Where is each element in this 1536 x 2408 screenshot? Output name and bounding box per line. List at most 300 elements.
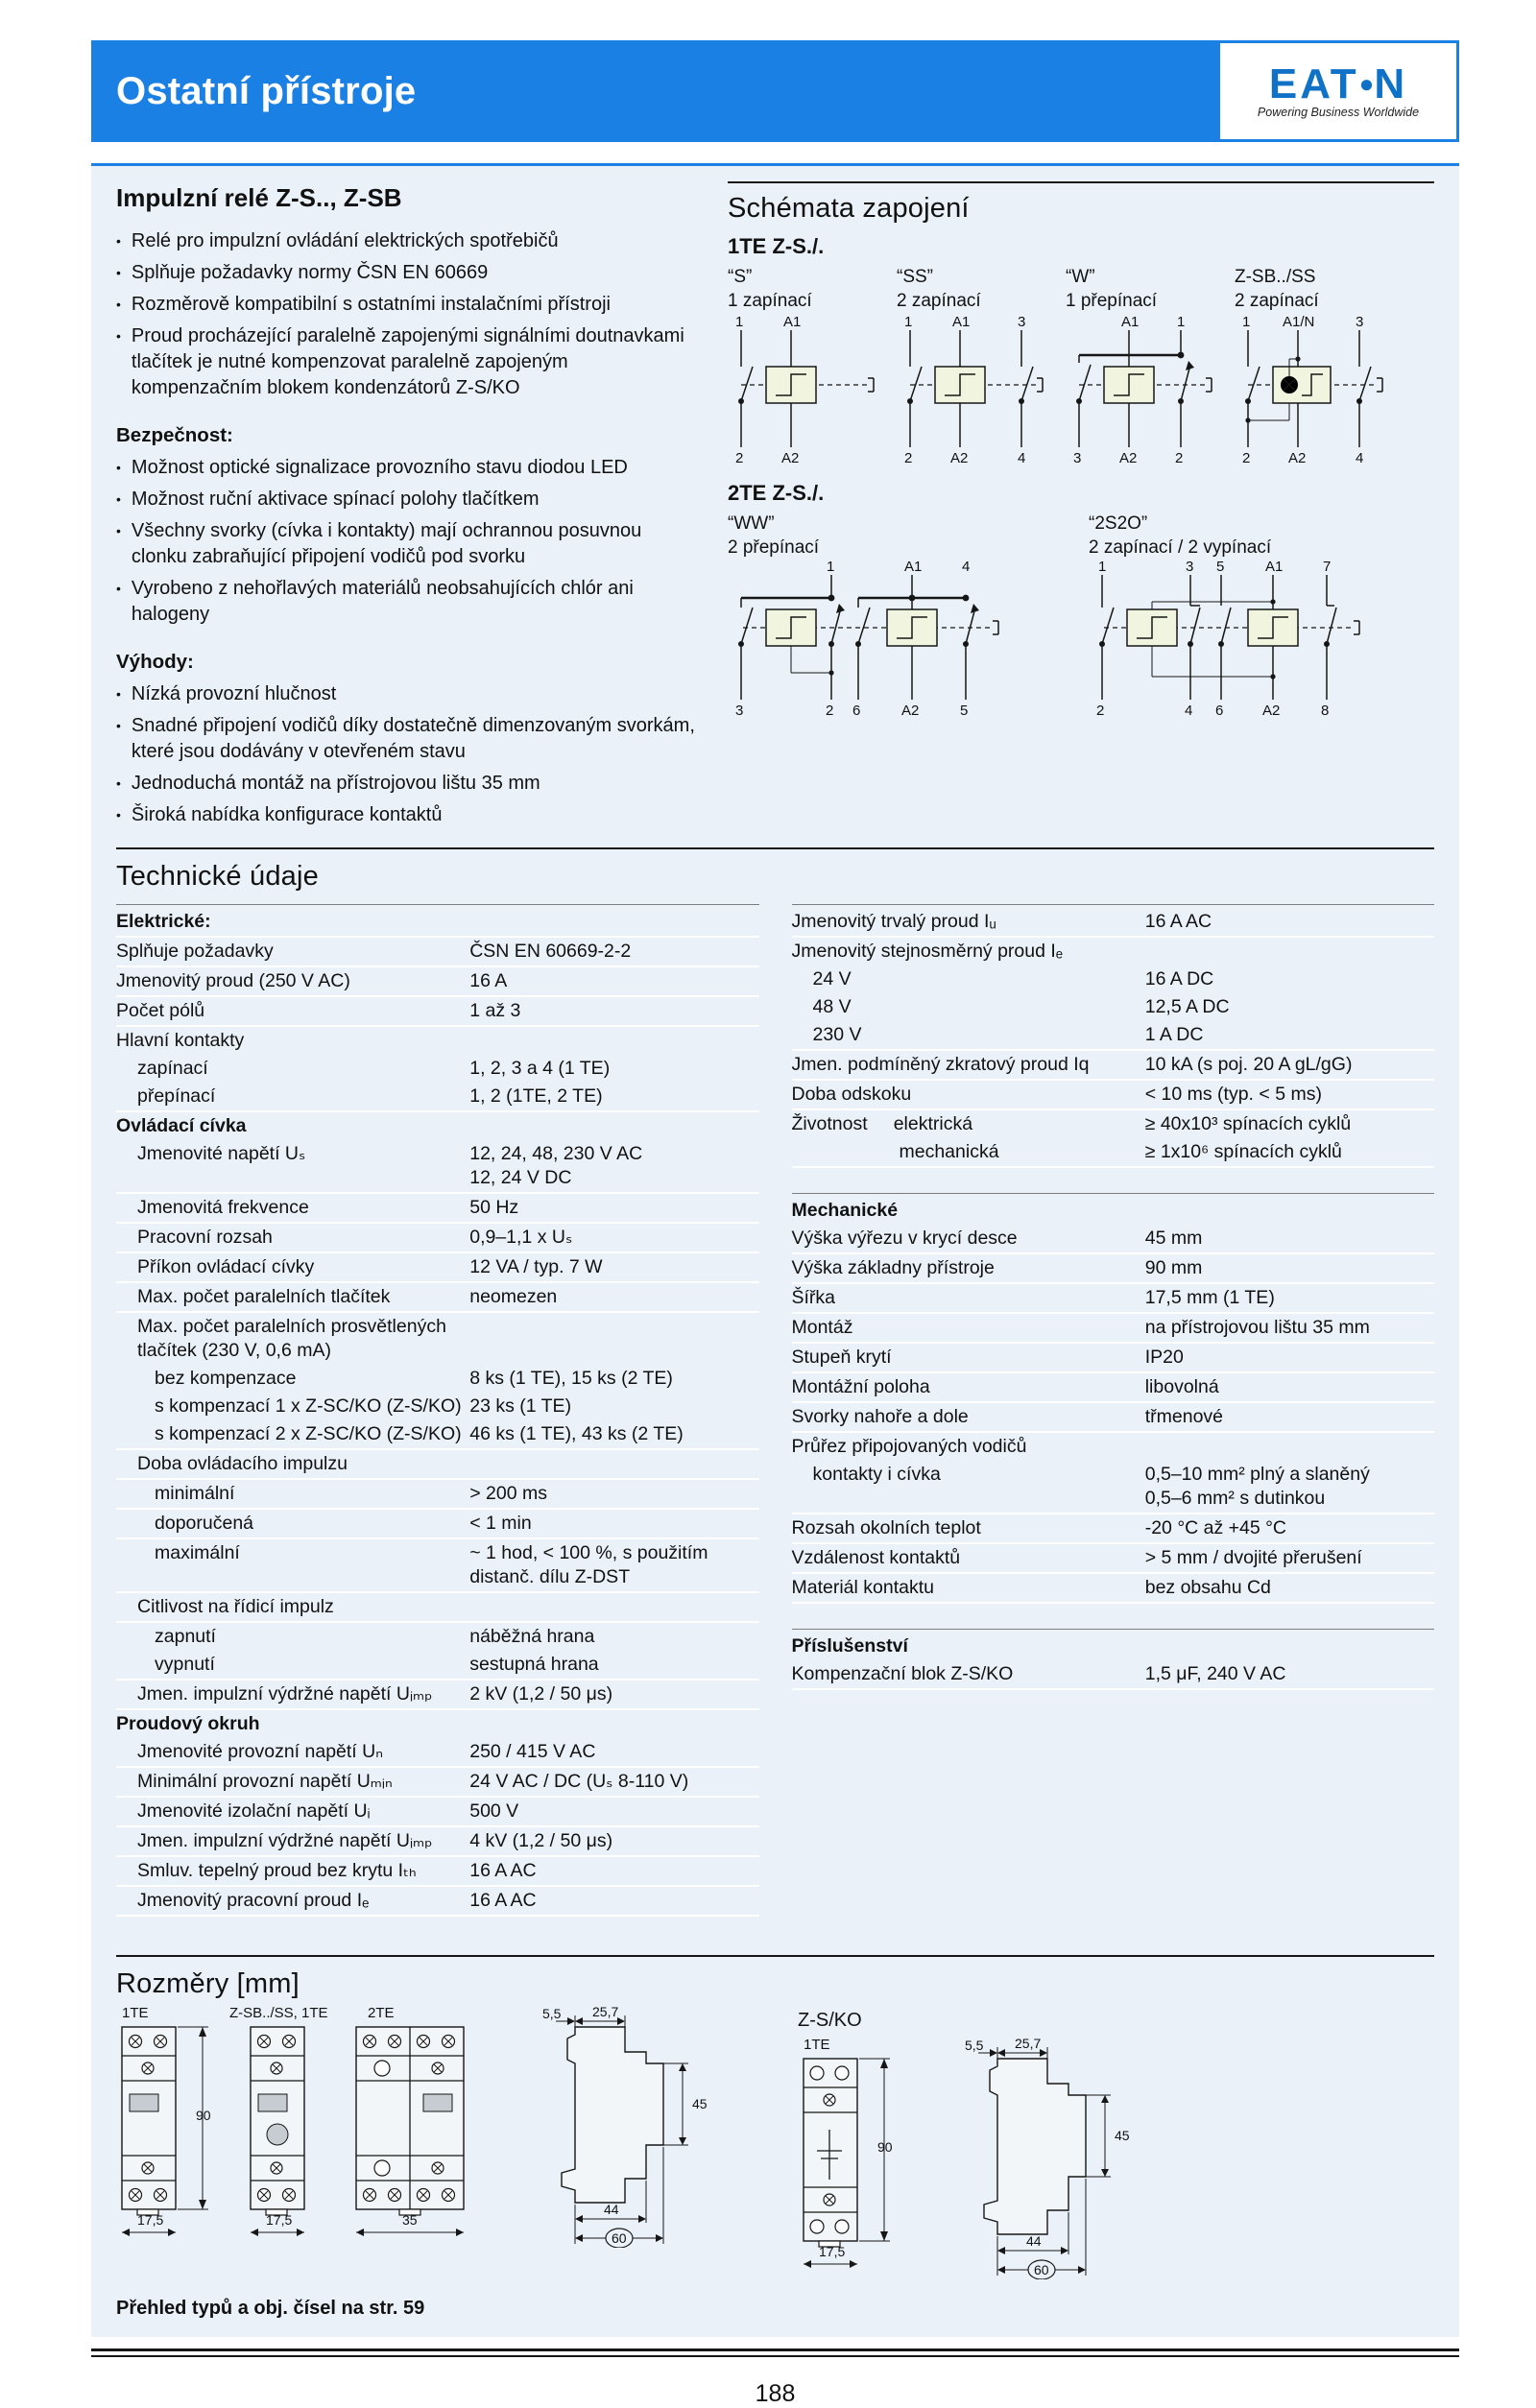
svg-text:2: 2 [735,450,744,466]
variant-label-1te: 1TE [122,2006,149,2021]
row-value: na přístrojovou lištu 35 mm [1144,1317,1370,1338]
table-row [116,1365,759,1393]
table-row [792,1081,1435,1110]
table-row [116,1738,759,1768]
row-label: Ovládací cívka [116,1115,247,1136]
zsko-group [798,2006,1163,2284]
zsko-front-drawing [798,2038,923,2279]
schematic-w [1066,265,1219,471]
row-label: Jmenovitá frekvence [137,1197,309,1218]
row-value: 12 VA / typ. 7 W [469,1256,603,1277]
bullet-icon: • [116,233,121,249]
dim-60: 60 [612,2230,627,2246]
table-row [116,1083,759,1112]
row-label: s kompenzací 1 x Z-SC/KO (Z-S/KO) [155,1395,462,1417]
diagram-type: 2 zapínací / 2 vypínací [1089,537,1272,558]
tech-data-heading: Technické údaje [116,861,319,892]
diagram-type: 1 zapínací [728,291,812,311]
table-row [792,993,1435,1021]
row-value: náběžná hrana [469,1626,595,1647]
bullet-text: Nízká provozní hlučnost [131,683,337,704]
diagram-name: Z-SB../SS [1235,267,1316,287]
bullet-item [116,681,699,707]
dim-25-7: 25,7 [1015,2038,1042,2051]
current-table [792,904,1435,1168]
row-label: Příslušenství [791,1635,908,1657]
diagram-name: “SS” [897,267,933,287]
table-row [792,1225,1435,1254]
benefits-list [116,681,699,828]
table-section-row [116,1710,759,1738]
row-label: Splňuje požadavky [116,941,274,962]
table-row [792,908,1435,938]
bullet-item [116,260,699,286]
bullet-item [116,292,699,318]
product-intro-column [116,181,699,834]
row-value: 4 kV (1,2 / 50 μs) [469,1830,613,1851]
svg-text:7: 7 [1323,560,1332,575]
table-row [792,966,1435,993]
row-label: 48 V [812,996,852,1017]
table-row [116,1027,759,1055]
row-value: 16 A AC [469,1890,537,1911]
row-value: ≥ 1x10⁶ spínacích cyklů [1144,1141,1342,1162]
svg-text:2: 2 [904,450,913,466]
row-label: Životnost elektrická [791,1113,973,1134]
table-row [116,1651,759,1681]
svg-text:A1: A1 [1121,314,1140,330]
row-label: Výška základny přístroje [791,1257,995,1278]
logo-tagline: Powering Business Worldwide [1257,105,1420,119]
row-label: Šířka [791,1287,836,1308]
table-row [792,1254,1435,1284]
row-label: Výška výřezu v krycí desce [791,1228,1018,1249]
schematics-group1-heading: 1TE Z-S./. [728,234,825,258]
diagram-type: 2 přepínací [728,537,820,558]
table-row [116,1623,759,1651]
dim-60: 60 [1034,2262,1049,2277]
row-label: Rozsah okolních teplot [791,1517,981,1538]
row-label: vypnutí [155,1654,215,1675]
row-value: neomezen [469,1286,558,1307]
table-row [116,1055,759,1083]
table-row [792,1373,1435,1403]
dimensions-drawings [116,2006,1434,2284]
bullet-item [116,323,699,401]
svg-text:4: 4 [1018,450,1026,466]
table-row [792,1344,1435,1373]
row-value [1145,1199,1434,1223]
mechanical-table [792,1193,1435,1604]
bullet-item [116,576,699,628]
dim-35: 35 [402,2212,418,2228]
table-row [116,1253,759,1283]
row-value: 1, 2 (1TE, 2 TE) [469,1085,603,1107]
diagram-name: “WW” [728,513,775,534]
table-row [116,1887,759,1917]
svg-text:8: 8 [1321,703,1330,719]
schematics-title: Schémata zapojení [728,193,970,224]
svg-text:3: 3 [735,703,744,719]
row-label: Počet pólů [116,1000,205,1021]
row-label: maximální [155,1542,240,1563]
tech-table-right [792,904,1435,1715]
page-number: 188 [755,2380,796,2407]
dim-90: 90 [196,2108,211,2123]
side-view-right [923,2038,1163,2284]
dimensions-heading: Rozměry [mm] [116,1968,300,1999]
row-value: ~ 1 hod, < 100 %, s použitím distanč. dílu Z-DST [469,1542,708,1587]
bullet-text: Snadné připojení vodičů díky dostatečně dimenzovaným svorkám, které jsou dodávány v otevřeném stavu [131,715,695,762]
row-label: Jmenovité izolační napětí Uᵢ [137,1800,371,1822]
table-row [116,1194,759,1224]
table-row [116,1420,759,1450]
row-value: IP20 [1144,1347,1184,1368]
row-label: Jmen. impulzní výdržné napětí Uᵢₘₚ [137,1683,433,1705]
row-value [1145,1435,1434,1459]
schematics-group2-heading: 2TE Z-S./. [728,481,825,505]
diagram-name: “2S2O” [1089,513,1148,534]
svg-text:A2: A2 [901,703,920,719]
row-label: Jmenovité provozní napětí Uₙ [137,1741,383,1762]
row-label: Jmenovité napětí Uₛ [137,1143,306,1164]
row-value: 0,5–10 mm² plný a slaněný 0,5–6 mm² s dutinkou [1144,1464,1370,1509]
logo-dot-icon: ● [1358,68,1375,98]
row-label: Stupeň krytí [791,1347,892,1368]
row-value: 12,5 A DC [1144,996,1230,1017]
safety-heading: Bezpečnost: [116,424,233,446]
row-label: Jmenovitý trvalý proud Iᵤ [791,911,996,932]
svg-text:A1: A1 [904,560,923,575]
bullet-text: Všechny svorky (cívka i kontakty) mají ochrannou posuvnou clonku zabraňující připojení vodičů pod svorku [131,520,642,567]
table-row [792,1403,1435,1433]
row-value: bez obsahu Cd [1144,1577,1271,1598]
row-value: > 5 mm / dvojité přerušení [1144,1547,1362,1568]
dim-44: 44 [604,2202,619,2217]
svg-text:A2: A2 [1288,450,1307,466]
bullet-text: Vyrobeno z nehořlavých materiálů neobsahujících chlór ani halogeny [131,578,634,625]
dim-45: 45 [692,2096,708,2111]
schematics-column [728,181,1434,834]
svg-text:2: 2 [1242,450,1251,466]
table-row [792,1544,1435,1574]
row-value: < 1 min [469,1513,532,1534]
dim-45: 45 [1115,2128,1130,2143]
row-value: 2 kV (1,2 / 50 μs) [469,1683,613,1705]
dim-5-5: 5,5 [965,2038,984,2053]
bullet-text: Možnost optické signalizace provozního stavu diodou LED [131,457,628,478]
row-label: Příkon ovládací cívky [137,1256,315,1277]
row-label: zapínací [137,1058,208,1079]
svg-text:A1: A1 [1265,560,1284,575]
row-value: 1, 2, 3 a 4 (1 TE) [469,1058,611,1079]
product-title: Impulzní relé Z-S.., Z-SB [116,183,402,212]
schematic-2s2o [1089,512,1381,727]
svg-text:1: 1 [1177,314,1186,330]
row-label: Mechanické [791,1200,899,1221]
svg-text:1: 1 [1242,314,1251,330]
schematic-ss [897,265,1050,471]
table-row [792,1461,1435,1514]
bullet-item [116,518,699,570]
table-row [116,1593,759,1623]
row-label: doporučená [155,1513,254,1534]
row-label: Minimální provozní napětí Uₘᵢₙ [137,1771,393,1792]
bullet-icon: • [116,523,121,538]
table-row [116,1393,759,1420]
row-label: Svorky nahoře a dole [791,1406,969,1427]
bullet-item [116,228,699,254]
diagram-name: “W” [1066,267,1095,287]
table-row [116,1480,759,1510]
bullet-icon: • [116,718,121,733]
page-header [91,40,1459,142]
table-section-row [792,1633,1435,1660]
schematic-2s2o-drawing [1089,560,1377,723]
dim-17-5: 17,5 [137,2212,164,2228]
row-value: 1,5 μF, 240 V AC [1144,1663,1286,1684]
row-label: Max. počet paralelních prosvětlených tlačítek (230 V, 0,6 mA) [137,1316,446,1361]
svg-text:1: 1 [827,560,835,575]
eaton-logo-text: EAT●N [1268,60,1408,107]
accessories-table [792,1629,1435,1690]
table-section-row [792,1197,1435,1225]
bullet-item [116,487,699,513]
bullet-icon: • [116,581,121,596]
row-label: Kompenzační blok Z-S/KO [791,1663,1014,1684]
table-row [116,1768,759,1798]
svg-text:2: 2 [1175,450,1184,466]
bullet-icon: • [116,686,121,702]
table-row [792,1574,1435,1604]
row-label: Smluv. tepelný proud bez krytu Iₜₕ [137,1860,417,1881]
svg-text:3: 3 [1018,314,1026,330]
svg-text:4: 4 [1356,450,1364,466]
dim-90b: 90 [877,2139,893,2155]
row-value [469,1452,758,1476]
row-label: Materiál kontaktu [791,1577,934,1598]
diagram-type: 1 přepínací [1066,291,1158,311]
table-row [116,1224,759,1253]
svg-text:4: 4 [962,560,971,575]
section-divider [116,1955,1434,1957]
schematic-w-drawing [1066,313,1219,466]
svg-text:3: 3 [1073,450,1082,466]
row-value: sestupná hrana [469,1654,599,1675]
row-value [469,1029,758,1053]
row-label: Proudový okruh [116,1713,260,1734]
row-value: 0,9–1,1 x Uₛ [469,1227,573,1248]
svg-text:5: 5 [960,703,969,719]
row-value [469,910,758,934]
diagram-name: “S” [728,267,753,287]
svg-text:1: 1 [735,314,744,330]
table-row [792,938,1435,966]
row-value: 50 Hz [469,1197,519,1218]
table-row [116,1450,759,1480]
row-value: 23 ks (1 TE) [469,1395,572,1417]
row-label: Max. počet paralelních tlačítek [137,1286,391,1307]
footer-note: Přehled typů a obj. čísel na str. 59 [116,2298,425,2319]
table-row [116,1539,759,1593]
table-row [116,967,759,997]
table-row [116,1681,759,1710]
bullet-text: Rozměrově kompatibilní s ostatními instalačními přístroji [131,294,611,315]
bullet-icon: • [116,775,121,791]
table-row [116,1140,759,1194]
row-label: Jmen. impulzní výdržné napětí Uᵢₘₚ [137,1830,433,1851]
row-label: Průřez připojovaných vodičů [791,1436,1027,1457]
row-value: 17,5 mm (1 TE) [1144,1287,1275,1308]
table-row [792,1051,1435,1081]
bullet-item [116,455,699,481]
row-label: přepínací [137,1085,216,1107]
bullet-text: Možnost ruční aktivace spínací polohy tlačítkem [131,489,540,510]
row-value [469,1595,758,1619]
table-row [116,1857,759,1887]
diagram-type: 2 zapínací [1235,291,1319,311]
row-value: 46 ks (1 TE), 43 ks (2 TE) [469,1423,684,1444]
row-label: Doba odskoku [791,1084,912,1105]
dim-5-5: 5,5 [542,2006,562,2021]
row-label: Jmenovitý stejnosměrný proud Iₑ [791,941,1064,962]
side-view-drawing [923,2038,1163,2279]
schematic-zsb-drawing [1235,313,1388,466]
table-row [792,1284,1435,1314]
table-row [792,1433,1435,1461]
svg-text:6: 6 [1215,703,1224,719]
bullet-text: Splňuje požadavky normy ČSN EN 60669 [131,262,489,283]
row-label: Montážní poloha [791,1376,930,1397]
svg-text:3: 3 [1356,314,1364,330]
table-row [792,1138,1435,1168]
table-row [116,997,759,1027]
bullet-item [116,771,699,797]
svg-text:A1/N: A1/N [1283,314,1315,330]
row-value [469,1712,758,1736]
bullet-item [116,713,699,765]
diagram-type: 2 zapínací [897,291,981,311]
bullet-text: Proud procházející paralelně zapojenými signálními doutnavkami tlačítek je nutné kompenzovat paralelně zapojeným kompenzačním blokem kondenzátorů Z-S/KO [131,325,684,398]
bullet-icon: • [116,297,121,312]
row-label: Pracovní rozsah [137,1227,273,1248]
row-value: 45 mm [1144,1228,1203,1249]
svg-text:A1: A1 [783,314,802,330]
footer-rule [91,2348,1459,2357]
row-label: Elektrické: [116,911,211,932]
side-view-left [500,2006,740,2253]
row-label: s kompenzací 2 x Z-SC/KO (Z-S/KO) [155,1423,462,1444]
variant-label-zsb: Z-SB../SS, 1TE [229,2006,328,2021]
svg-text:4: 4 [1185,703,1193,719]
row-value: 16 A DC [1144,968,1214,989]
row-label: Montáž [791,1317,853,1338]
safety-list [116,455,699,628]
bullet-icon: • [116,491,121,507]
benefits-heading: Výhody: [116,651,194,673]
row-label: 24 V [812,968,852,989]
zsko-title: Z-S/KO [798,2010,862,2031]
header-bar [91,40,1217,142]
variant-label-2te: 2TE [368,2006,395,2021]
row-label: 230 V [812,1024,862,1045]
row-value: 12, 24, 48, 230 V AC 12, 24 V DC [469,1143,643,1188]
table-row [116,1313,759,1365]
schematic-s [728,265,881,471]
row-value [469,1114,758,1138]
row-value: 500 V [469,1800,519,1822]
svg-text:A2: A2 [1262,703,1281,719]
tech-table-left [116,904,759,1942]
row-value: třmenové [1144,1406,1224,1427]
dim-44: 44 [1026,2233,1042,2249]
bullet-icon: • [116,328,121,344]
row-value [1145,940,1434,964]
svg-text:A2: A2 [950,450,969,466]
table-row [792,1110,1435,1138]
row-value: ≥ 40x10³ spínacích cyklů [1144,1113,1352,1134]
zsko-variant-label: 1TE [804,2038,830,2053]
table-row [116,1510,759,1539]
svg-text:6: 6 [852,703,861,719]
row-value [1145,1634,1434,1658]
row-value: 90 mm [1144,1257,1203,1278]
bullet-text: Široká nabídka konfigurace kontaktů [131,804,443,825]
bullet-item [116,802,699,828]
row-value: 16 A AC [469,1860,537,1881]
dim-25-7: 25,7 [592,2006,619,2019]
svg-text:1: 1 [1098,560,1107,575]
svg-text:A2: A2 [781,450,800,466]
row-label: Citlivost na řídicí impulz [137,1596,334,1617]
row-label: mechanická [899,1141,999,1162]
row-value [469,1315,758,1363]
svg-text:5: 5 [1216,560,1225,575]
table-row [116,1827,759,1857]
row-value: 16 A [469,970,508,991]
dim-17-5k: 17,5 [819,2244,846,2259]
dim-17-5b: 17,5 [266,2212,293,2228]
row-value: > 200 ms [469,1483,547,1504]
table-row [116,1798,759,1827]
row-value: libovolná [1144,1376,1219,1397]
row-label: kontakty i cívka [812,1464,941,1485]
svg-text:A2: A2 [1119,450,1138,466]
table-row [792,1021,1435,1051]
content-area [91,163,1459,2337]
eaton-logo [1217,40,1459,142]
bullet-icon: • [116,807,121,823]
svg-text:1: 1 [904,314,913,330]
svg-text:A1: A1 [952,314,971,330]
row-label: Doba ovládacího impulzu [137,1453,348,1474]
row-value: -20 °C až +45 °C [1144,1517,1287,1538]
svg-text:2: 2 [1096,703,1105,719]
table-row [116,1283,759,1313]
front-views-drawing [116,2006,500,2248]
page-title: Ostatní přístroje [116,69,417,112]
row-label: bez kompenzace [155,1368,297,1389]
electrical-table [116,904,759,1917]
row-label: Vzdálenost kontaktů [791,1547,961,1568]
bullet-text: Relé pro impulzní ovládání elektrických spotřebičů [131,230,559,251]
row-label: Jmenovitý pracovní proud Iₑ [137,1890,370,1911]
schematic-ww-drawing [728,560,1016,723]
row-value: 10 kA (s poj. 20 A gL/gG) [1144,1054,1353,1075]
table-row [792,1514,1435,1544]
row-value: 8 ks (1 TE), 15 ks (2 TE) [469,1368,673,1389]
row-value: 1 až 3 [469,1000,521,1021]
